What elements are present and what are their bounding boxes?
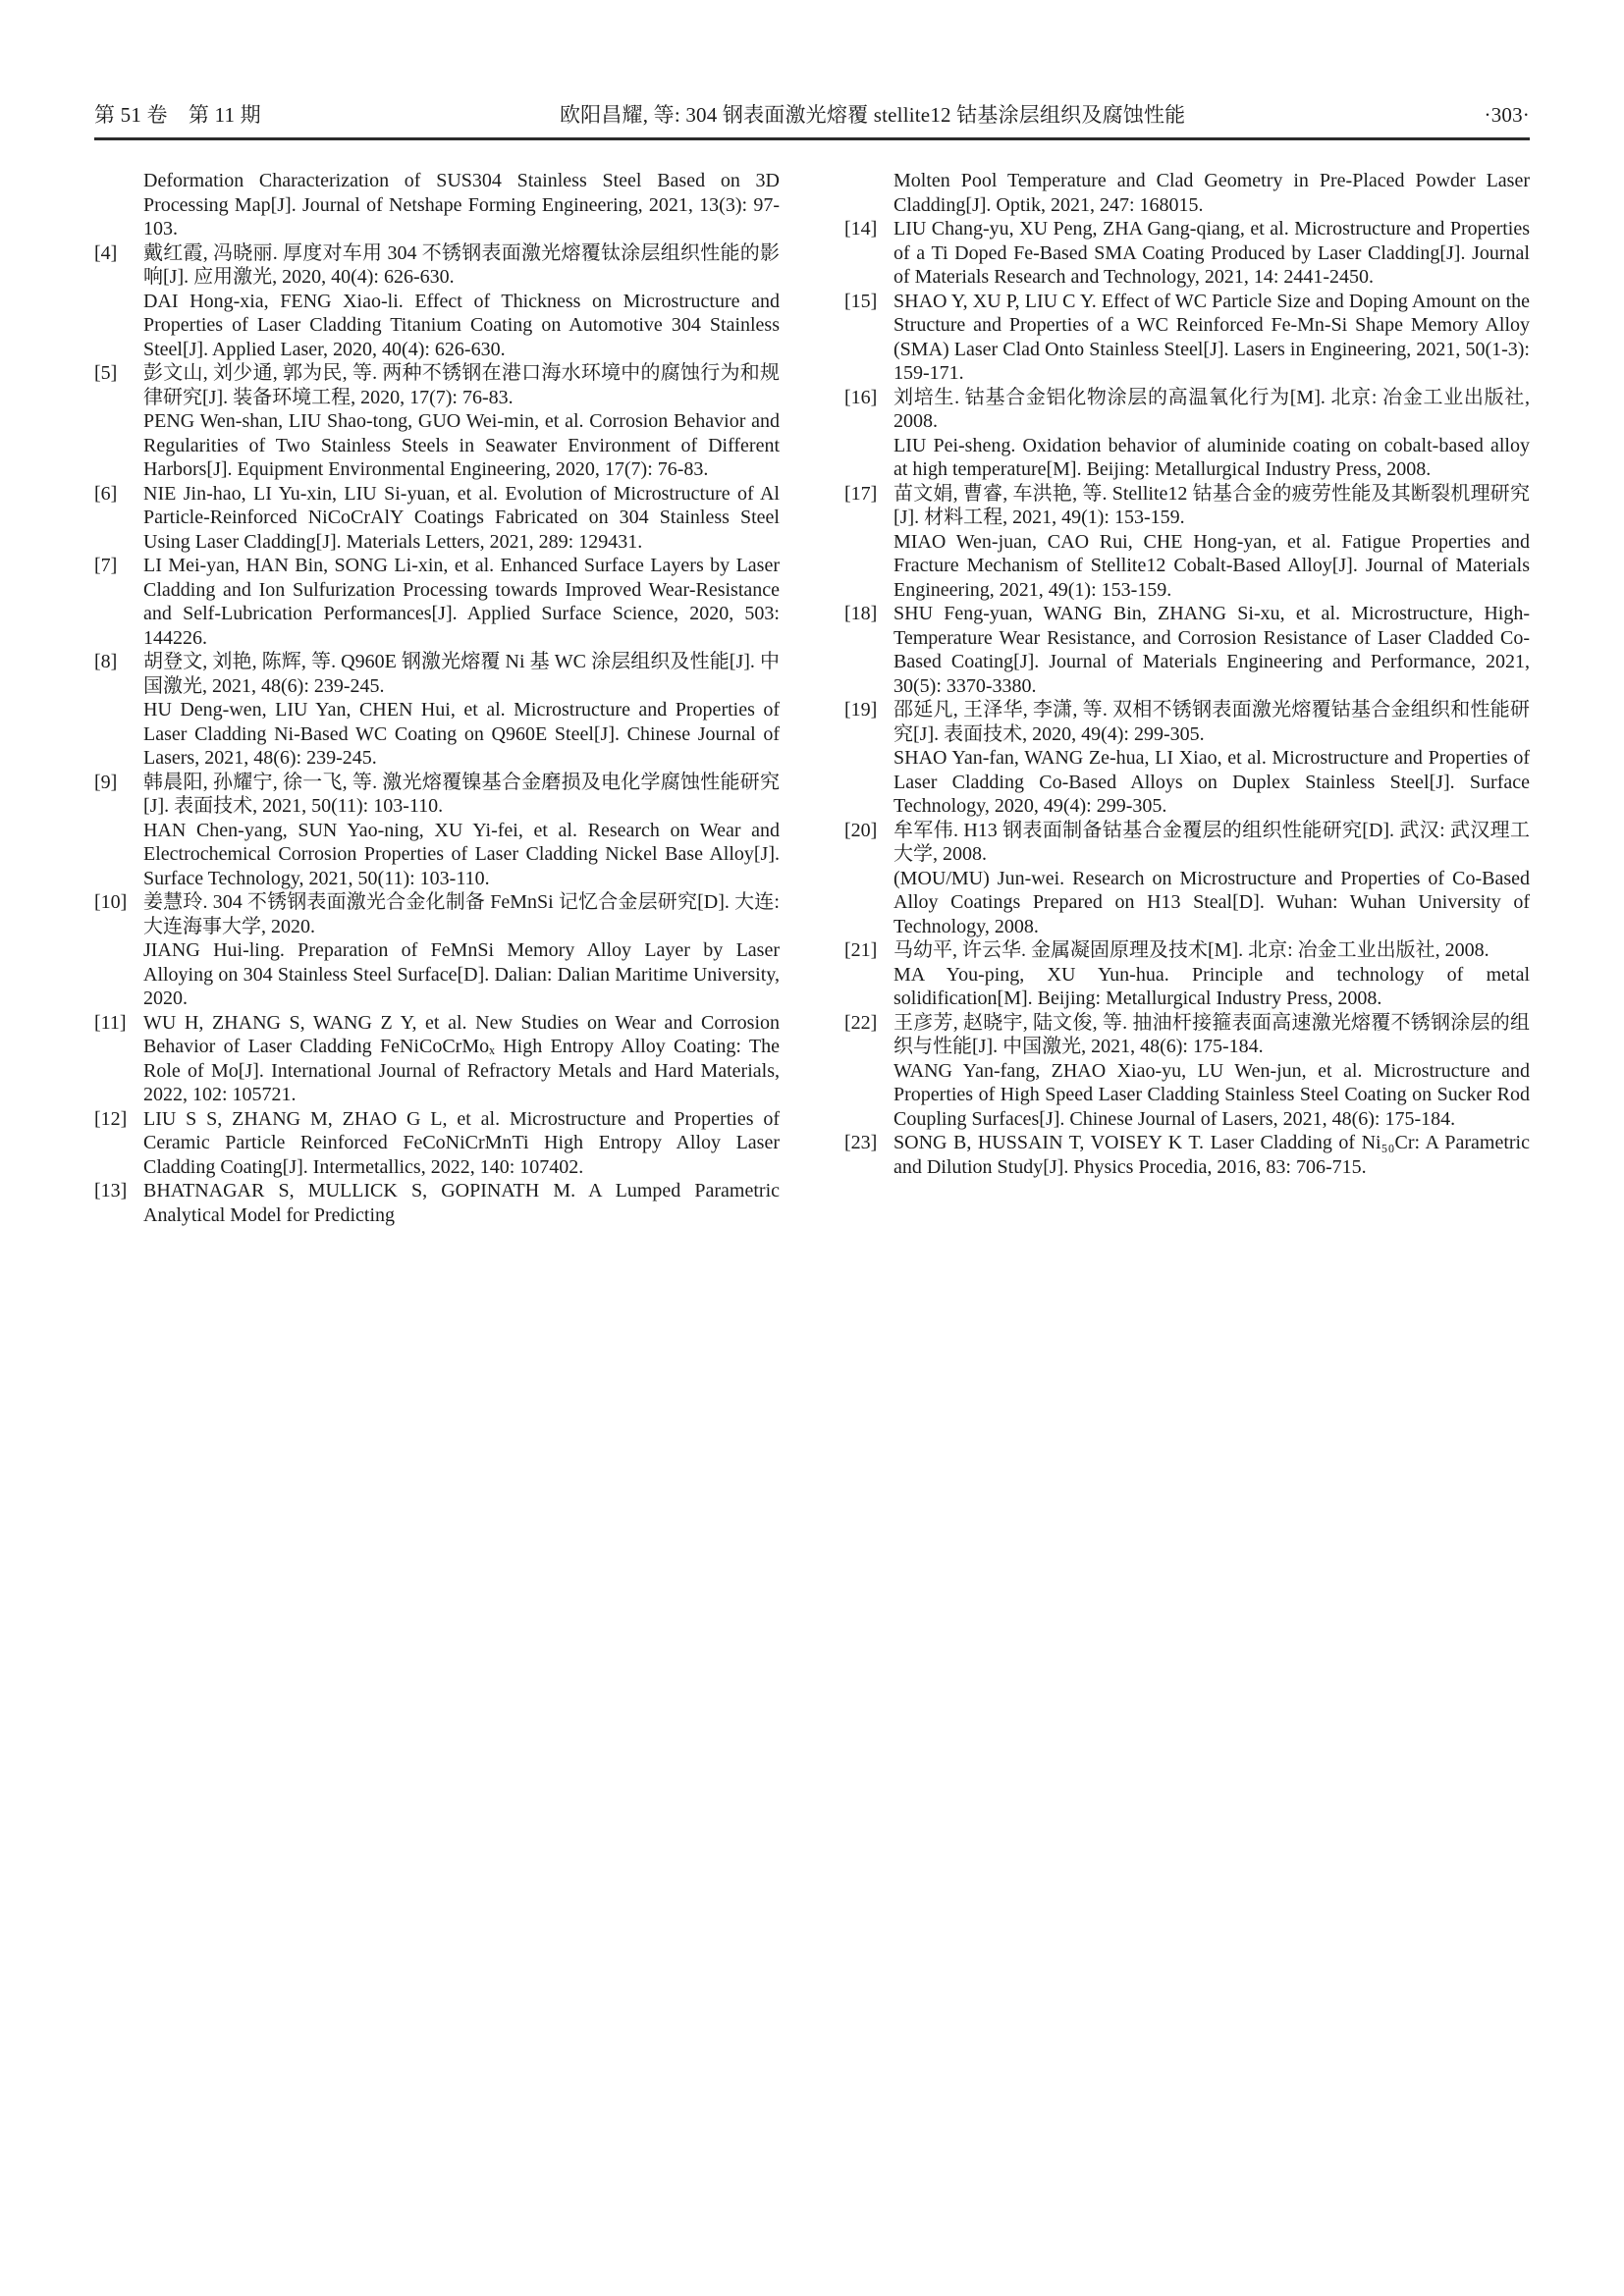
reference-item: [94, 1179, 780, 1227]
reference-body: [893, 290, 1530, 386]
header-divider: [94, 137, 1530, 140]
reference-body: [893, 1011, 1530, 1132]
reference-body: [143, 890, 780, 1011]
reference-text: MA You-ping, XU Yun-hua. Principle and technology of metal solidification[M]. Beijing: Metallurgical Industry Press, 2008.: [893, 963, 1530, 1009]
reference-text: 韩晨阳, 孙耀宁, 徐一飞, 等. 激光熔覆镍基合金磨损及电化学腐蚀性能研究[J]. 表面技术, 2021, 50(11): 103-110.: [143, 771, 780, 817]
reference-body: [893, 169, 1530, 217]
reference-text: Deformation Characterization of SUS304 Stainless Steel Based on 3D Processing Map[J]. Journal of Netshape Forming Engineering, 2021, 13(3): 97-103.: [143, 170, 780, 240]
reference-body: [143, 650, 780, 771]
reference-body: [893, 698, 1530, 819]
reference-body: [143, 554, 780, 650]
references-right-column: [844, 169, 1530, 1227]
reference-item: [844, 290, 1530, 386]
reference-body: [143, 361, 780, 482]
reference-body: [893, 482, 1530, 603]
reference-body: [143, 1179, 780, 1227]
reference-text: 胡登文, 刘艳, 陈辉, 等. Q960E 钢激光熔覆 Ni 基 WC 涂层组织及性能[J]. 中国激光, 2021, 48(6): 239-245.: [143, 651, 780, 697]
reference-item: [94, 890, 780, 1011]
reference-text: Molten Pool Temperature and Clad Geometry in Pre-Placed Powder Laser Cladding[J]. Optik, 2021, 247: 168015.: [893, 170, 1530, 216]
reference-text: 王彦芳, 赵晓宇, 陆文俊, 等. 抽油杆接箍表面高速激光熔覆不锈钢涂层的组织与性能[J]. 中国激光, 2021, 48(6): 175-184.: [893, 1011, 1530, 1057]
reference-number: [17]: [844, 482, 878, 505]
reference-text: BHATNAGAR S, MULLICK S, GOPINATH M. A Lumped Parametric Analytical Model for Predicting: [143, 1180, 780, 1226]
reference-item: [844, 217, 1530, 290]
reference-text: HU Deng-wen, LIU Yan, CHEN Hui, et al. Microstructure and Properties of Laser Cladding Ni-Based WC Coating on Q960E Steel[J]. Chinese Journal of Lasers, 2021, 48(6): 239-245.: [143, 699, 780, 769]
reference-text: HAN Chen-yang, SUN Yao-ning, XU Yi-fei, et al. Research on Wear and Electrochemical Corrosion Properties of Laser Cladding Nickel Base Alloy[J]. Surface Technology, 2021, 50(11): 103-110.: [143, 819, 780, 889]
reference-text: DAI Hong-xia, FENG Xiao-li. Effect of Thickness on Microstructure and Properties of Laser Cladding Titanium Coating on Automotive 304 Stainless Steel[J]. Applied Laser, 2020, 40(4): 626-630.: [143, 290, 780, 360]
reference-number: [7]: [94, 555, 118, 576]
page-header: [94, 99, 1530, 129]
reference-number: [6]: [94, 482, 118, 505]
reference-number: [11]: [94, 1011, 127, 1034]
reference-item: [94, 241, 780, 362]
reference-item: [844, 386, 1530, 482]
reference-text: SHAO Yan-fan, WANG Ze-hua, LI Xiao, et al. Microstructure and Properties of Laser Cladding Co-Based Alloys on Duplex Stainless Steel[J]. Surface Technology, 2020, 49(4): 299-305.: [893, 747, 1530, 817]
reference-text: 姜慧玲. 304 不锈钢表面激光合金化制备 FeMnSi 记忆合金层研究[D]. 大连: 大连海事大学, 2020.: [143, 891, 780, 937]
reference-body: [143, 482, 780, 555]
reference-body: [143, 771, 780, 891]
reference-number: [20]: [844, 819, 878, 841]
reference-number: [15]: [844, 290, 878, 312]
reference-text: LIU S S, ZHANG M, ZHAO G L, et al. Microstructure and Properties of Ceramic Particle Reinforced FeCoNiCrMnTi High Entropy Alloy Laser Cladding Coating[J]. Intermetallics, 2022, 140: 107402.: [143, 1107, 780, 1178]
reference-number: [22]: [844, 1011, 878, 1034]
reference-number: [4]: [94, 241, 118, 264]
reference-text: 马幼平, 许云华. 金属凝固原理及技术[M]. 北京: 冶金工业出版社, 2008.: [893, 939, 1489, 961]
reference-text: LI Mei-yan, HAN Bin, SONG Li-xin, et al. Enhanced Surface Layers by Laser Cladding and Ion Sulfurization Processing towards Improved Wear-Resistance and Self-Lubrication Performances[J]. Applied Surface Science, 2020, 503: 144226.: [143, 555, 780, 649]
reference-number: [21]: [844, 939, 878, 961]
reference-body: [893, 386, 1530, 482]
reference-text: 牟军伟. H13 钢表面制备钴基合金覆层的组织性能研究[D]. 武汉: 武汉理工大学, 2008.: [893, 819, 1530, 865]
references-left-column: [94, 169, 780, 1227]
reference-number: [12]: [94, 1107, 128, 1130]
reference-number: [16]: [844, 386, 878, 408]
reference-text: 戴红霞, 冯晓丽. 厚度对车用 304 不锈钢表面激光熔覆钛涂层组织性能的影响[J]. 应用激光, 2020, 40(4): 626-630.: [143, 241, 780, 288]
reference-item: [94, 1107, 780, 1180]
reference-item: [94, 482, 780, 555]
reference-item: [94, 1011, 780, 1107]
reference-text: 彭文山, 刘少通, 郭为民, 等. 两种不锈钢在港口海水环境中的腐蚀行为和规律研究[J]. 装备环境工程, 2020, 17(7): 76-83.: [143, 362, 780, 408]
reference-item: [94, 361, 780, 482]
reference-item: [94, 771, 780, 891]
reference-body: [893, 217, 1530, 290]
reference-text: WU H, ZHANG S, WANG Z Y, et al. New Studies on Wear and Corrosion Behavior of Laser Cladding FeNiCoCrMoₓ High Entropy Alloy Coating: The Role of Mo[J]. International Journal of Refractory Metals and Hard Materials, 2022, 102: 105721.: [143, 1011, 780, 1105]
references-section: [94, 169, 1530, 1227]
reference-body: [893, 1131, 1530, 1179]
reference-text: (MOU/MU) Jun-wei. Research on Microstructure and Properties of Co-Based Alloy Coatings Prepared on H13 Steal[D]. Wuhan: Wuhan University of Technology, 2008.: [893, 867, 1530, 937]
reference-item: [94, 650, 780, 771]
reference-number: [10]: [94, 891, 128, 913]
reference-text: SONG B, HUSSAIN T, VOISEY K T. Laser Cladding of Ni₅₀Cr: A Parametric and Dilution Study[J]. Physics Procedia, 2016, 83: 706-715.: [893, 1132, 1530, 1178]
reference-body: [143, 241, 780, 362]
running-title: 欧阳昌耀, 等: 304 钢表面激光熔覆 stellite12 钴基涂层组织及腐蚀性能: [559, 103, 1186, 127]
reference-text: LIU Chang-yu, XU Peng, ZHA Gang-qiang, et al. Microstructure and Properties of a Ti Doped Fe-Based SMA Coating Produced by Laser Cladding[J]. Journal of Materials Research and Technology, 2021, 14: 2441-2450.: [893, 218, 1530, 288]
reference-body: [143, 169, 780, 241]
reference-item: [844, 698, 1530, 819]
reference-text: PENG Wen-shan, LIU Shao-tong, GUO Wei-min, et al. Corrosion Behavior and Regularities of Two Stainless Steels in Seawater Environment of Different Harbors[J]. Equipment Environmental Engineering, 2020, 17(7): 76-83.: [143, 410, 780, 480]
reference-body: [893, 819, 1530, 939]
reference-item: [94, 554, 780, 650]
reference-item: [844, 819, 1530, 939]
reference-body: [893, 602, 1530, 698]
reference-item: [844, 602, 1530, 698]
reference-text: WANG Yan-fang, ZHAO Xiao-yu, LU Wen-jun, et al. Microstructure and Properties of High Speed Laser Cladding Stainless Steel Coating on Sucker Rod Coupling Surfaces[J]. Chinese Journal of Lasers, 2021, 48(6): 175-184.: [893, 1059, 1530, 1130]
reference-item: [844, 1131, 1530, 1179]
reference-text: SHAO Y, XU P, LIU C Y. Effect of WC Particle Size and Doping Amount on the Structure and Properties of a WC Reinforced Fe-Mn-Si Shape Memory Alloy (SMA) Laser Clad Onto Stainless Steel[J]. Lasers in Engineering, 2021, 50(1-3): 159-171.: [893, 290, 1530, 384]
reference-item: [844, 938, 1530, 1011]
reference-item: [844, 482, 1530, 603]
reference-number: [8]: [94, 651, 118, 672]
reference-number: [23]: [844, 1132, 878, 1153]
reference-body: [893, 938, 1530, 1011]
reference-number: [5]: [94, 362, 118, 384]
reference-text: 邵延凡, 王泽华, 李潇, 等. 双相不锈钢表面激光熔覆钴基合金组织和性能研究[J]. 表面技术, 2020, 49(4): 299-305.: [893, 699, 1530, 745]
reference-text: SHU Feng-yuan, WANG Bin, ZHANG Si-xu, et al. Microstructure, High-Temperature Wear Resistance, and Corrosion Resistance of Laser Cladded Co-Based Coating[J]. Journal of Materials Engineering and Performance, 2021, 30(5): 3370-3380.: [893, 603, 1530, 697]
reference-number: [19]: [844, 699, 878, 721]
page-number: ·303·: [1484, 103, 1530, 127]
reference-text: 苗文娟, 曹睿, 车洪艳, 等. Stellite12 钴基合金的疲劳性能及其断裂机理研究[J]. 材料工程, 2021, 49(1): 153-159.: [893, 482, 1530, 528]
reference-text: JIANG Hui-ling. Preparation of FeMnSi Memory Alloy Layer by Laser Alloying on 304 Stainless Steel Surface[D]. Dalian: Dalian Maritime University, 2020.: [143, 939, 780, 1009]
reference-text: 刘培生. 钴基合金铝化物涂层的高温氧化行为[M]. 北京: 冶金工业出版社, 2008.: [893, 386, 1530, 432]
reference-body: [143, 1107, 780, 1180]
reference-number: [9]: [94, 771, 118, 793]
volume-issue: 第 51 卷 第 11 期: [94, 103, 261, 127]
reference-item: [844, 169, 1530, 217]
reference-text: NIE Jin-hao, LI Yu-xin, LIU Si-yuan, et al. Evolution of Microstructure of Al Particle-Reinforced NiCoCrAlY Coatings Fabricated on 304 Stainless Steel Using Laser Cladding[J]. Materials Letters, 2021, 289: 129431.: [143, 482, 780, 553]
reference-item: [844, 1011, 1530, 1132]
reference-number: [13]: [94, 1180, 128, 1201]
reference-text: LIU Pei-sheng. Oxidation behavior of aluminide coating on cobalt-based alloy at high temperature[M]. Beijing: Metallurgical Industry Press, 2008.: [893, 434, 1530, 480]
reference-number: [14]: [844, 218, 878, 240]
reference-text: MIAO Wen-juan, CAO Rui, CHE Hong-yan, et al. Fatigue Properties and Fracture Mechanism of Stellite12 Cobalt-Based Alloy[J]. Journal of Materials Engineering, 2021, 49(1): 153-159.: [893, 530, 1530, 601]
reference-number: [18]: [844, 603, 878, 624]
reference-item: [94, 169, 780, 241]
reference-body: [143, 1011, 780, 1107]
